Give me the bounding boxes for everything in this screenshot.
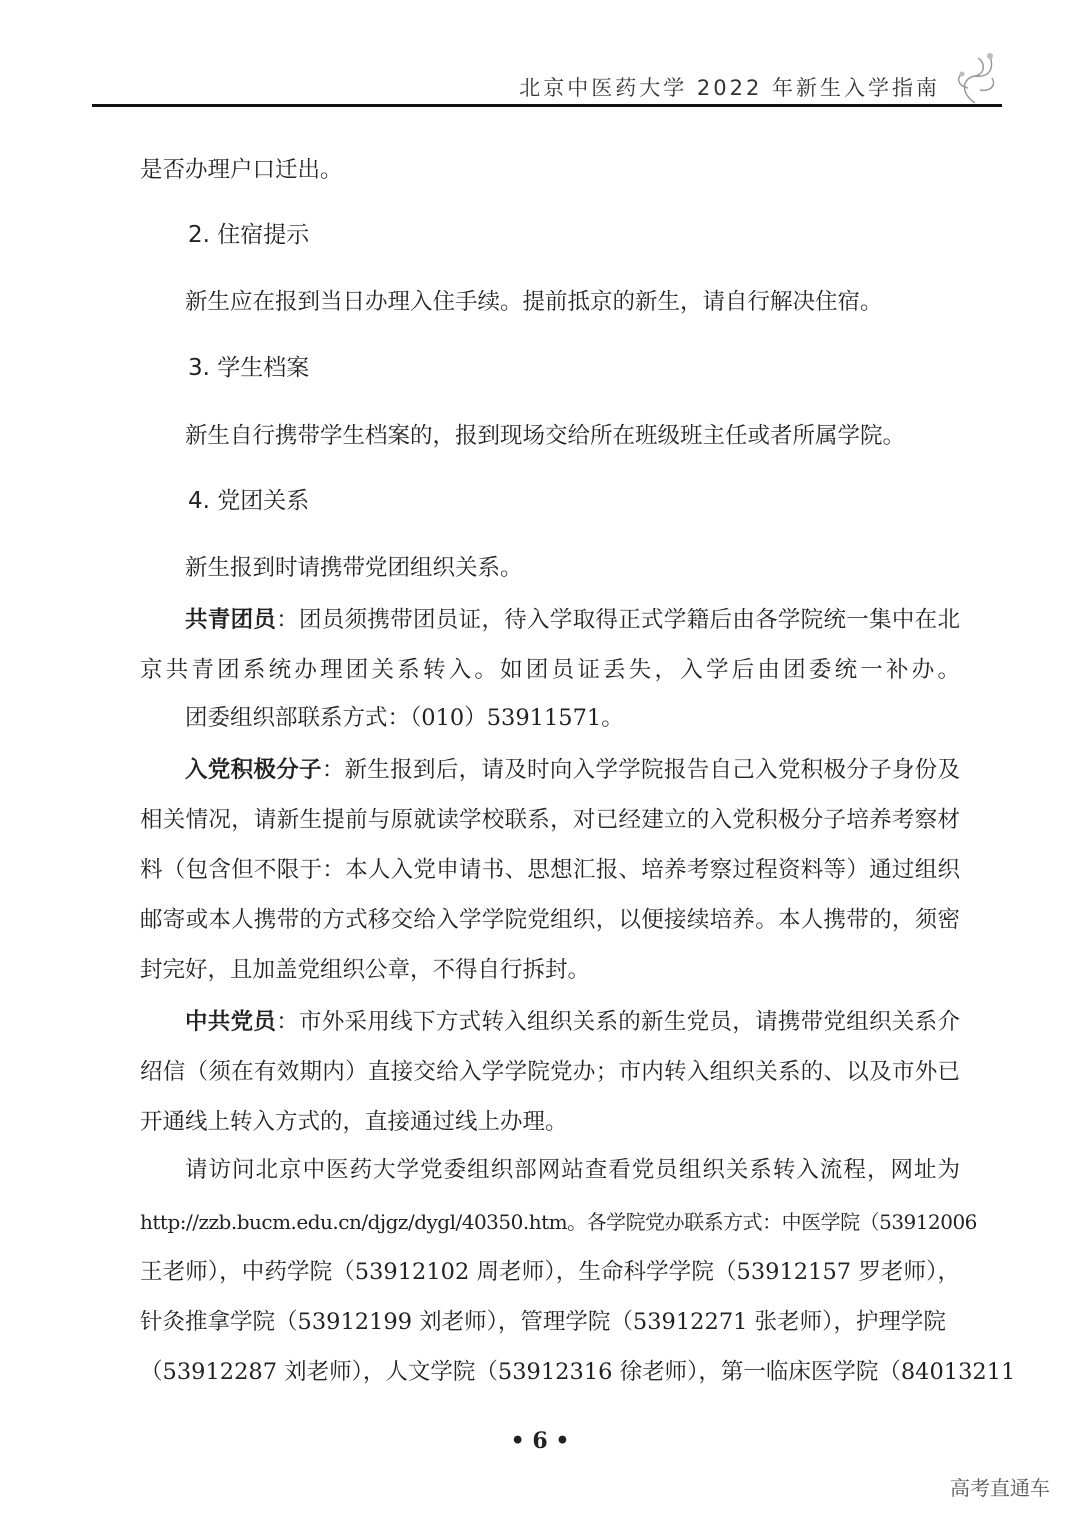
floral-ornament-icon [950, 48, 1000, 106]
paragraph-line [185, 605, 960, 635]
paragraph-line: 针灸推拿学院（53912199 刘老师），管理学院（53912271 张老师），护理学院 [140, 1309, 946, 1335]
url-line: http://zzb.bucm.edu.cn/djgz/dygl/40350.htm。各学院党办联系方式：中医学院（53912006 [140, 1210, 977, 1234]
page-number: • 6 • [510, 1428, 570, 1454]
paragraph-line: 新生报到时请携带党团组织关系。 [185, 555, 523, 581]
paragraph-line: 绍信（须在有效期内）直接交给入学学院党办；市内转入组织关系的、以及市外已 [140, 1059, 960, 1085]
paragraph-line: 封完好，且加盖党组织公章，不得自行拆封。 [140, 957, 591, 983]
paragraph-line: 开通线上转入方式的，直接通过线上办理。 [140, 1109, 568, 1135]
text: ：新生报到后，请及时向入学学院报告自己入党积极分子身份及 [321, 757, 960, 783]
paragraph-line: 王老师），中药学院（53912102 周老师），生命科学学院（53912157 罗老师）， [140, 1259, 960, 1285]
paragraph-line [185, 1007, 960, 1037]
label-party-member: 中共党员 [185, 1009, 277, 1035]
paragraph-line: 料（包含但不限于：本人入党申请书、思想汇报、培养考察过程资料等）通过组织 [140, 857, 960, 883]
watermark: 高考直通车 [950, 1476, 1050, 1500]
paragraph-line: 团委组织部联系方式：（010）53911571。 [185, 705, 624, 731]
paragraph-line: （53912287 刘老师），人文学院（53912316 徐老师），第一临床医学院（84013211 [140, 1359, 1016, 1385]
paragraph-line: 是否办理户口迁出。 [140, 157, 343, 183]
paragraph-line [185, 755, 960, 785]
paragraph-line: 请访问北京中医药大学党委组织部网站查看党员组织关系转入流程，网址为 [185, 1157, 960, 1183]
header-title: 北京中医药大学 2022 年新生入学指南 [519, 76, 940, 100]
paragraph-line: 新生自行携带学生档案的，报到现场交给所在班级班主任或者所属学院。 [185, 423, 906, 449]
label-party-activist: 入党积极分子 [185, 757, 322, 783]
text: ：市外采用线下方式转入组织关系的新生党员，请携带党组织关系介 [276, 1009, 960, 1035]
paragraph-line: 新生应在报到当日办理入住手续。提前抵京的新生，请自行解决住宿。 [185, 289, 883, 315]
text: ：团员须携带团员证，待入学取得正式学籍后由各学院统一集中在北 [276, 607, 960, 633]
section-heading: 2. 住宿提示 [188, 222, 310, 248]
page-header [92, 70, 1002, 107]
label-youth-league: 共青团员 [185, 607, 277, 633]
paragraph-line: 邮寄或本人携带的方式移交给入学学院党组织，以便接续培养。本人携带的，须密 [140, 907, 960, 933]
section-heading: 4. 党团关系 [188, 488, 310, 514]
paragraph-line: 相关情况，请新生提前与原就读学校联系，对已经建立的入党积极分子培养考察材 [140, 807, 960, 833]
section-heading: 3. 学生档案 [188, 355, 310, 381]
paragraph-line: 京共青团系统办理团关系转入。如团员证丢失，入学后由团委统一补办。 [140, 657, 960, 683]
